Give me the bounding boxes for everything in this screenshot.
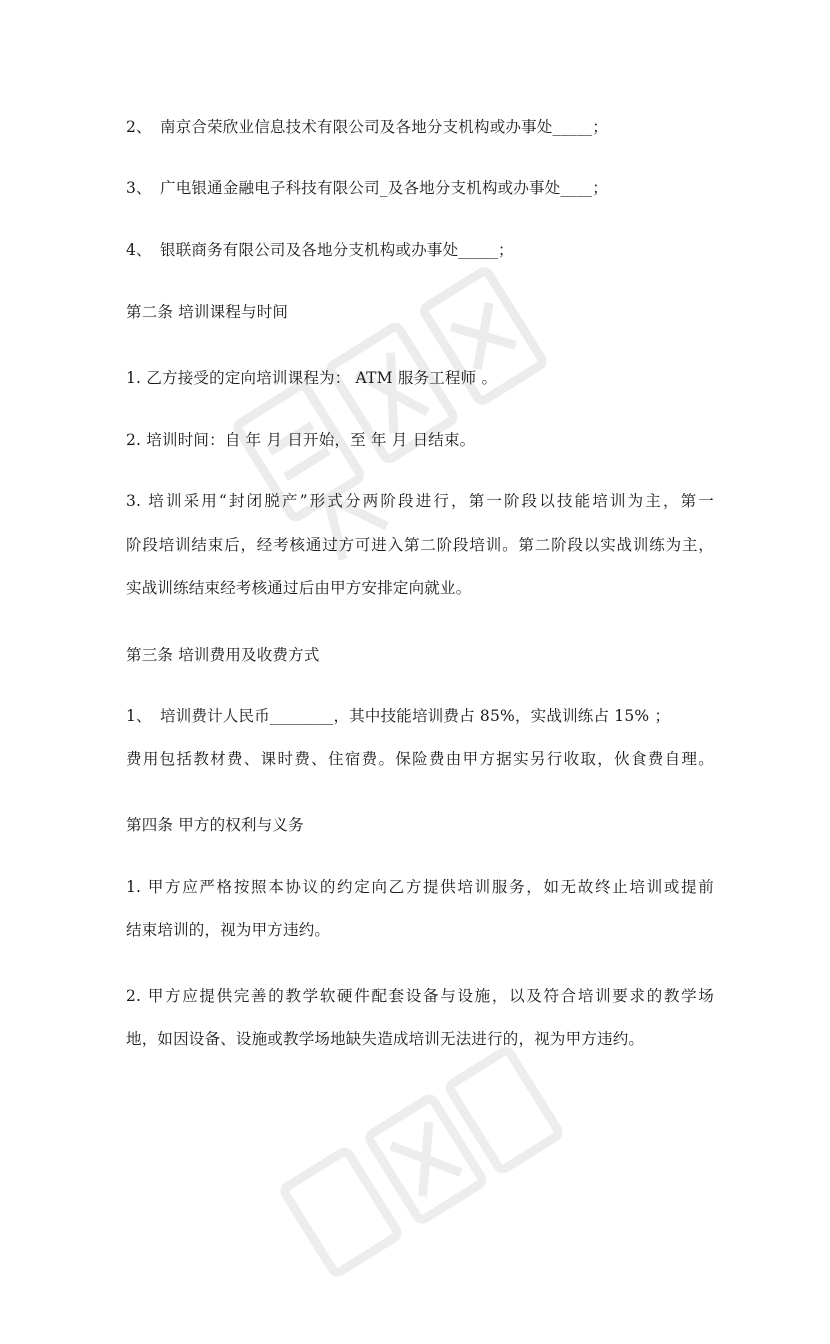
paragraph-line: 1. 乙方接受的定向培训课程为： ATM 服务工程师 。 (126, 369, 498, 387)
list-item-4 (126, 240, 514, 260)
item-text: 南京合荣欣业信息技术有限公司及各地分支机构或办事处_____； (160, 118, 608, 136)
paragraph-line: 结束培训的，视为甲方违约。 (126, 921, 331, 939)
section-heading-3: 第三条 培训费用及收费方式 (126, 646, 320, 664)
paragraph-line: 1. 甲方应严格按照本协议的约定向乙方提供培训服务，如无故终止培训或提前 (126, 878, 714, 896)
watermark-graphic-bottom (250, 1016, 610, 1344)
section-heading-2: 第二条 培训课程与时间 (126, 303, 289, 321)
paragraph-line: 地，如因设备、设施或教学场地缺失造成培训无法进行的，视为甲方违约。 (126, 1030, 645, 1048)
paragraph-line: 3. 培训采用“封闭脱产”形式分两阶段进行，第一阶段以技能培训为主，第一 (126, 492, 714, 510)
list-item-fee (126, 706, 670, 726)
list-item-2 (126, 117, 608, 137)
item-number: 4、 (126, 241, 152, 259)
item-number: 1、 (126, 707, 152, 725)
item-number: 3、 (126, 179, 152, 197)
paragraph-line: 费用包括教材费、课时费、住宿费。保险费由甲方据实另行收取，伙食费自理。 (126, 750, 714, 768)
watermark-graphic (198, 228, 653, 683)
paragraph-line: 2. 甲方应提供完善的教学软硬件配套设备与设施，以及符合培训要求的教学场 (126, 987, 714, 1005)
paragraph-line: 阶段培训结束后，经考核通过方可进入第二阶段培训。第二阶段以实战训练为主， (126, 536, 714, 554)
item-text: 银联商务有限公司及各地分支机构或办事处_____； (160, 241, 514, 259)
paragraph-line: 2. 培训时间：自 年 月 日开始，至 年 月 日结束。 (126, 431, 476, 449)
item-number: 2、 (126, 118, 152, 136)
item-text: 培训费计人民币________，其中技能培训费占 85%，实战训练占 15% ； (160, 707, 671, 725)
list-item-3 (126, 178, 608, 198)
paragraph-line: 实战训练结束经考核通过后由甲方安排定向就业。 (126, 579, 472, 597)
item-text: 广电银通金融电子科技有限公司_及各地分支机构或办事处____； (160, 179, 608, 197)
section-heading-4: 第四条 甲方的权利与义务 (126, 816, 304, 834)
